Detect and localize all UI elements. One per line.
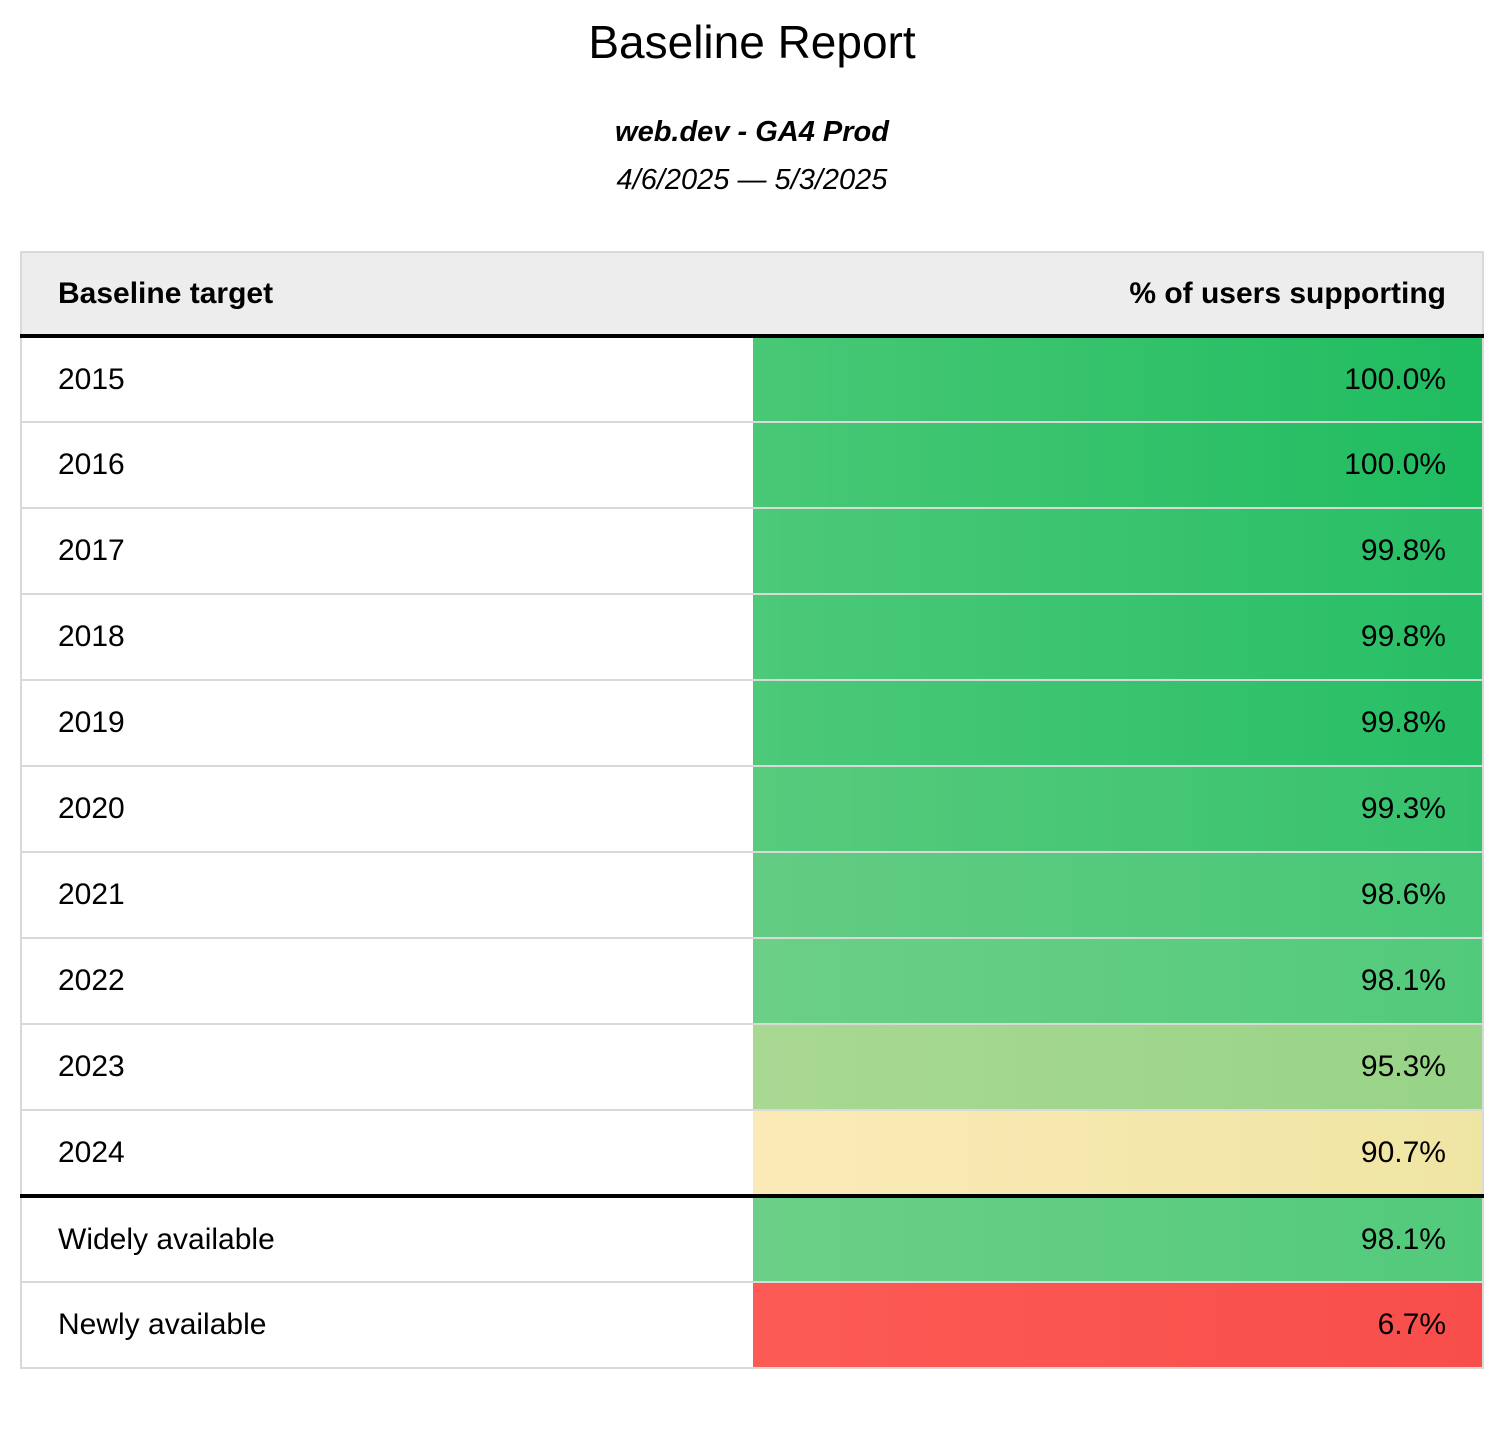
percent-cell: 98.1% [753,938,1483,1024]
table-head [21,252,1483,336]
percent-cell: 90.7% [753,1110,1483,1196]
baseline-target-cell: Widely available [21,1196,753,1282]
table-row [21,938,1483,1024]
table-row [21,594,1483,680]
percent-cell: 95.3% [753,1024,1483,1110]
baseline-target-cell: 2024 [21,1110,753,1196]
table-row [21,1196,1483,1282]
baseline-target-cell: 2019 [21,680,753,766]
table-row [21,422,1483,508]
percent-cell: 99.3% [753,766,1483,852]
baseline-target-cell: 2021 [21,852,753,938]
table-row [21,508,1483,594]
baseline-target-cell: Newly available [21,1282,753,1368]
table-row [21,1110,1483,1196]
percent-cell: 98.1% [753,1196,1483,1282]
baseline-table [20,251,1484,1369]
table-row [21,766,1483,852]
table-body [21,336,1483,1368]
table-row [21,680,1483,766]
page-title: Baseline Report [588,16,916,68]
baseline-target-cell: 2023 [21,1024,753,1110]
percent-cell: 100.0% [753,336,1483,422]
table-row [21,336,1483,422]
report-date-range: 4/6/2025 — 5/3/2025 [616,163,888,196]
report-subtitle: web.dev - GA4 Prod [615,115,889,148]
baseline-report [0,16,1504,1369]
percent-cell: 6.7% [753,1282,1483,1368]
baseline-target-cell: 2015 [21,336,753,422]
percent-cell: 99.8% [753,594,1483,680]
baseline-target-cell: 2016 [21,422,753,508]
baseline-target-cell: 2020 [21,766,753,852]
percent-cell: 99.8% [753,508,1483,594]
table-row [21,852,1483,938]
percent-cell: 98.6% [753,852,1483,938]
baseline-target-cell: 2017 [21,508,753,594]
table-row [21,1024,1483,1110]
baseline-target-cell: 2022 [21,938,753,1024]
percent-cell: 100.0% [753,422,1483,508]
table-header-row [21,252,1483,336]
header-users-supporting: % of users supporting [753,252,1483,336]
header-baseline-target: Baseline target [21,252,753,336]
table-row [21,1282,1483,1368]
percent-cell: 99.8% [753,680,1483,766]
baseline-target-cell: 2018 [21,594,753,680]
